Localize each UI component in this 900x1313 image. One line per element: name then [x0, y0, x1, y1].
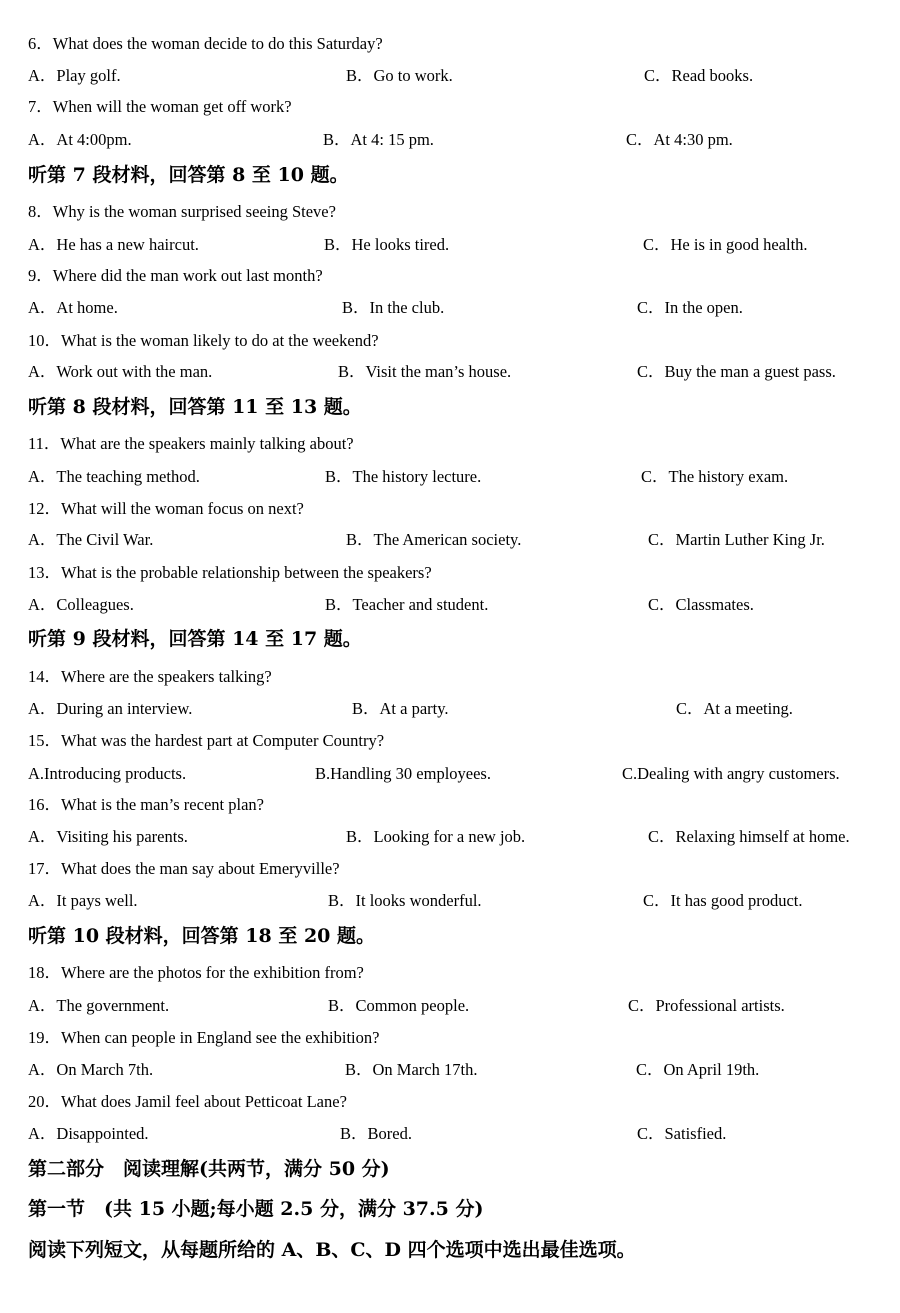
option-a: A．Visiting his parents. — [28, 827, 188, 846]
question-18: 18．Where are the photos for the exhibition from? — [28, 963, 364, 982]
option-b: B．Visit the man’s house. — [338, 362, 512, 381]
option-b: B．The history lecture. — [325, 467, 482, 486]
option-b: B．The American society. — [346, 530, 522, 549]
option-b: B．At 4: 15 pm. — [323, 130, 434, 149]
question-12: 12．What will the woman focus on next? — [28, 499, 304, 518]
option-b: B．Bored. — [340, 1124, 412, 1143]
question-15: 15．What was the hardest part at Computer Country? — [28, 731, 385, 750]
option-a: A．At 4:00pm. — [28, 130, 132, 149]
option-c: C．In the open. — [637, 298, 743, 317]
option-a: A.Introducing products. — [28, 764, 187, 783]
section-header-8: 听第 8 段材料，回答第 11 至 13 题。 — [28, 396, 362, 418]
option-b: B．Go to work. — [346, 66, 453, 85]
question-17: 17．What does the man say about Emeryville? — [28, 859, 340, 878]
option-a: A．The Civil War. — [28, 530, 154, 549]
question-13: 13．What is the probable relationship between the speakers? — [28, 563, 432, 582]
option-c: C．He is in good health. — [643, 235, 808, 254]
option-c: C．Buy the man a guest pass. — [637, 362, 836, 381]
option-c: C．Classmates. — [648, 595, 754, 614]
option-a: A．The government. — [28, 996, 170, 1015]
option-c: C．Martin Luther King Jr. — [648, 530, 825, 549]
question-8: 8．Why is the woman surprised seeing Steve? — [28, 202, 336, 221]
option-b: B．He looks tired. — [324, 235, 450, 254]
option-c: C．It has good product. — [643, 891, 803, 910]
option-a: A．Work out with the man. — [28, 362, 213, 381]
option-c: C．Read books. — [644, 66, 754, 85]
option-b: B．Looking for a new job. — [346, 827, 526, 846]
question-20: 20．What does Jamil feel about Petticoat Lane? — [28, 1092, 347, 1111]
question-6: 6．What does the woman decide to do this Saturday? — [28, 34, 383, 53]
section-one-header: 第一节 (共 15 小题;每小题 2.5 分，满分 37.5 分) — [28, 1198, 484, 1220]
option-b: B．Common people. — [328, 996, 470, 1015]
question-16: 16．What is the man’s recent plan? — [28, 795, 264, 814]
option-a: A．He has a new haircut. — [28, 235, 199, 254]
section-header-10: 听第 10 段材料，回答第 18 至 20 题。 — [28, 925, 376, 947]
question-9: 9．Where did the man work out last month? — [28, 266, 323, 285]
option-a: A．It pays well. — [28, 891, 138, 910]
part-two-header: 第二部分 阅读理解(共两节，满分 50 分) — [28, 1158, 390, 1180]
option-a: A．Colleagues. — [28, 595, 134, 614]
option-a: A．Disappointed. — [28, 1124, 149, 1143]
option-c: C．The history exam. — [641, 467, 789, 486]
option-b: B.Handling 30 employees. — [315, 764, 491, 783]
option-c: C.Dealing with angry customers. — [622, 764, 840, 783]
option-a: A．During an interview. — [28, 699, 193, 718]
option-c: C．Satisfied. — [637, 1124, 727, 1143]
option-a: A．On March 7th. — [28, 1060, 154, 1079]
question-10: 10．What is the woman likely to do at the weekend? — [28, 331, 379, 350]
question-19: 19．When can people in England see the exhibition? — [28, 1028, 380, 1047]
option-a: A．At home. — [28, 298, 118, 317]
option-c: C．Professional artists. — [628, 996, 785, 1015]
option-c: C．At a meeting. — [676, 699, 793, 718]
question-7: 7．When will the woman get off work? — [28, 97, 292, 116]
option-a: A．Play golf. — [28, 66, 121, 85]
option-a: A．The teaching method. — [28, 467, 200, 486]
option-b: B．Teacher and student. — [325, 595, 489, 614]
section-header-7: 听第 7 段材料，回答第 8 至 10 题。 — [28, 164, 349, 186]
option-b: B．In the club. — [342, 298, 445, 317]
question-11: 11．What are the speakers mainly talking about? — [28, 434, 354, 453]
option-b: B．On March 17th. — [345, 1060, 478, 1079]
reading-instruction: 阅读下列短文，从每题所给的 A、B、C、D 四个选项中选出最佳选项。 — [28, 1239, 636, 1261]
section-header-9: 听第 9 段材料，回答第 14 至 17 题。 — [28, 628, 362, 650]
option-b: B．It looks wonderful. — [328, 891, 482, 910]
option-c: C．At 4:30 pm. — [626, 130, 733, 149]
option-c: C．Relaxing himself at home. — [648, 827, 850, 846]
option-b: B．At a party. — [352, 699, 449, 718]
question-14: 14．Where are the speakers talking? — [28, 667, 272, 686]
option-c: C．On April 19th. — [636, 1060, 760, 1079]
